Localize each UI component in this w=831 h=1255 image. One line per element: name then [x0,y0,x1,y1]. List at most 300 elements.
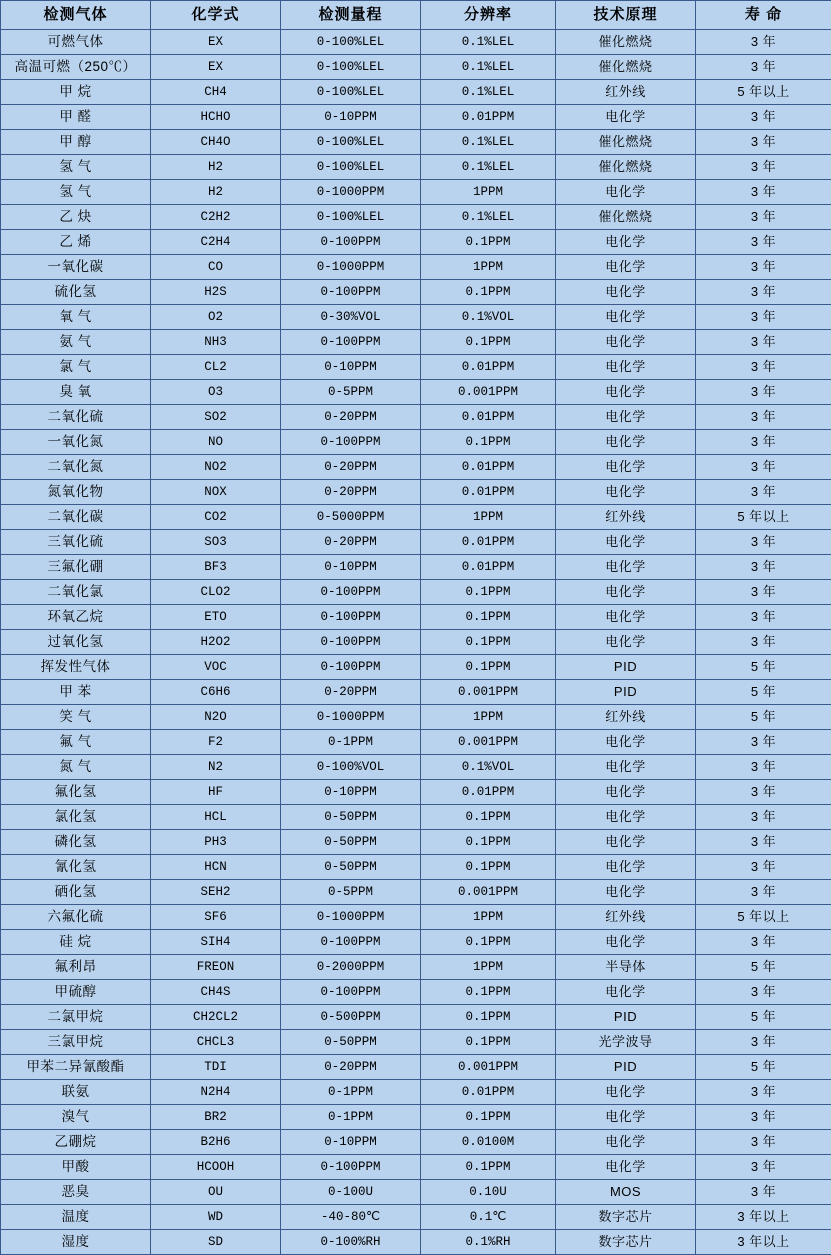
cell-lifetime: 3 年 [696,830,831,855]
cell-resolution: 0.001PPM [421,880,556,905]
cell-formula: HCN [151,855,281,880]
cell-range: 0-1PPM [281,1080,421,1105]
cell-resolution: 0.1%LEL [421,30,556,55]
cell-lifetime: 3 年 [696,805,831,830]
cell-principle: 半导体 [556,955,696,980]
cell-range: 0-100PPM [281,655,421,680]
cell-lifetime: 5 年 [696,705,831,730]
cell-formula: N2 [151,755,281,780]
cell-formula: C6H6 [151,680,281,705]
cell-principle: 数字芯片 [556,1230,696,1255]
cell-principle: 电化学 [556,330,696,355]
cell-resolution: 0.01PPM [421,780,556,805]
cell-formula: EX [151,30,281,55]
cell-lifetime: 5 年以上 [696,905,831,930]
cell-principle: 催化燃烧 [556,205,696,230]
cell-range: 0-100PPM [281,605,421,630]
table-row [1,905,831,930]
cell-resolution: 0.1PPM [421,1005,556,1030]
cell-principle: 催化燃烧 [556,155,696,180]
cell-gas: 可燃气体 [1,30,151,55]
cell-resolution: 0.001PPM [421,680,556,705]
cell-formula: ETO [151,605,281,630]
cell-formula: NO2 [151,455,281,480]
cell-principle: 催化燃烧 [556,55,696,80]
cell-principle: 电化学 [556,555,696,580]
cell-gas: 氮氧化物 [1,480,151,505]
table-row [1,555,831,580]
cell-formula: HCOOH [151,1155,281,1180]
cell-range: 0-100PPM [281,980,421,1005]
cell-gas: 三氟化硼 [1,555,151,580]
cell-range: 0-100%LEL [281,55,421,80]
cell-lifetime: 3 年 [696,930,831,955]
cell-principle: 电化学 [556,730,696,755]
cell-principle: 电化学 [556,1080,696,1105]
table-row [1,930,831,955]
cell-formula: C2H2 [151,205,281,230]
cell-resolution: 0.01PPM [421,1080,556,1105]
cell-formula: CHCL3 [151,1030,281,1055]
cell-gas: 氟利昂 [1,955,151,980]
cell-principle: 电化学 [556,180,696,205]
table-row [1,180,831,205]
cell-lifetime: 3 年 [696,555,831,580]
cell-gas: 氧 气 [1,305,151,330]
cell-formula: PH3 [151,830,281,855]
cell-resolution: 0.1PPM [421,930,556,955]
cell-gas: 甲 烷 [1,80,151,105]
cell-principle: 电化学 [556,105,696,130]
cell-principle: 红外线 [556,505,696,530]
cell-lifetime: 3 年 [696,155,831,180]
cell-lifetime: 3 年 [696,380,831,405]
cell-resolution: 0.1PPM [421,1155,556,1180]
cell-lifetime: 3 年 [696,480,831,505]
cell-principle: 电化学 [556,355,696,380]
table-row [1,605,831,630]
cell-principle: 电化学 [556,255,696,280]
cell-resolution: 0.1%VOL [421,755,556,780]
cell-principle: 电化学 [556,455,696,480]
cell-lifetime: 3 年 [696,280,831,305]
cell-principle: 催化燃烧 [556,130,696,155]
table-row [1,1030,831,1055]
cell-formula: NOX [151,480,281,505]
cell-gas: 高温可燃（250℃） [1,55,151,80]
column-header-formula: 化学式 [151,1,281,30]
cell-formula: SEH2 [151,880,281,905]
table-row [1,830,831,855]
cell-range: 0-20PPM [281,455,421,480]
cell-principle: 电化学 [556,855,696,880]
cell-lifetime: 3 年 [696,880,831,905]
cell-lifetime: 3 年 [696,30,831,55]
cell-formula: H2 [151,155,281,180]
cell-range: 0-10PPM [281,1130,421,1155]
cell-gas: 乙 炔 [1,205,151,230]
cell-resolution: 0.01PPM [421,480,556,505]
table-row [1,480,831,505]
cell-formula: CO [151,255,281,280]
cell-resolution: 0.1PPM [421,830,556,855]
table-row [1,55,831,80]
cell-range: 0-50PPM [281,830,421,855]
table-row [1,430,831,455]
cell-gas: 臭 氧 [1,380,151,405]
cell-range: 0-20PPM [281,530,421,555]
cell-formula: SIH4 [151,930,281,955]
cell-formula: CL2 [151,355,281,380]
table-row [1,305,831,330]
cell-range: 0-100PPM [281,430,421,455]
cell-principle: MOS [556,1180,696,1205]
cell-gas: 二氧化氮 [1,455,151,480]
table-row [1,1180,831,1205]
table-row [1,1105,831,1130]
cell-range: 0-20PPM [281,405,421,430]
cell-gas: 氢 气 [1,180,151,205]
cell-range: 0-100PPM [281,280,421,305]
cell-lifetime: 3 年 [696,405,831,430]
cell-gas: 氯 气 [1,355,151,380]
table-row [1,255,831,280]
cell-range: 0-100%RH [281,1230,421,1255]
cell-gas: 甲 醛 [1,105,151,130]
table-row [1,1055,831,1080]
cell-gas: 甲 醇 [1,130,151,155]
column-header-gas: 检测气体 [1,1,151,30]
cell-principle: 电化学 [556,805,696,830]
cell-range: 0-100%VOL [281,755,421,780]
cell-range: 0-1000PPM [281,255,421,280]
cell-lifetime: 3 年 [696,1130,831,1155]
cell-range: 0-100PPM [281,580,421,605]
cell-resolution: 0.01PPM [421,455,556,480]
cell-gas: 氟 气 [1,730,151,755]
cell-lifetime: 3 年 [696,1155,831,1180]
cell-lifetime: 3 年 [696,180,831,205]
table-row [1,155,831,180]
cell-gas: 硅 烷 [1,930,151,955]
cell-formula: CLO2 [151,580,281,605]
cell-formula: NH3 [151,330,281,355]
cell-range: 0-10PPM [281,105,421,130]
cell-formula: CH4 [151,80,281,105]
cell-lifetime: 3 年 [696,630,831,655]
cell-range: 0-10PPM [281,355,421,380]
cell-formula: H2 [151,180,281,205]
cell-principle: PID [556,1055,696,1080]
cell-gas: 甲 苯 [1,680,151,705]
table-row [1,30,831,55]
cell-principle: 电化学 [556,230,696,255]
cell-range: 0-1PPM [281,730,421,755]
column-header-resolution: 分辨率 [421,1,556,30]
cell-resolution: 0.1%LEL [421,55,556,80]
cell-gas: 二氧化氯 [1,580,151,605]
cell-resolution: 0.01PPM [421,530,556,555]
cell-principle: 红外线 [556,905,696,930]
cell-formula: CO2 [151,505,281,530]
cell-lifetime: 3 年 [696,580,831,605]
cell-resolution: 0.1PPM [421,280,556,305]
table-row [1,355,831,380]
cell-principle: PID [556,1005,696,1030]
cell-gas: 乙 烯 [1,230,151,255]
cell-principle: 电化学 [556,1130,696,1155]
cell-formula: SO2 [151,405,281,430]
cell-formula: SF6 [151,905,281,930]
cell-principle: 红外线 [556,705,696,730]
cell-resolution: 0.0100M [421,1130,556,1155]
cell-range: 0-100U [281,1180,421,1205]
cell-lifetime: 3 年 [696,130,831,155]
cell-range: 0-1000PPM [281,705,421,730]
table-row [1,655,831,680]
cell-range: 0-500PPM [281,1005,421,1030]
cell-range: 0-100%LEL [281,30,421,55]
cell-gas: 磷化氢 [1,830,151,855]
cell-gas: 一氧化氮 [1,430,151,455]
table-row [1,405,831,430]
cell-principle: 电化学 [556,405,696,430]
table-header-row [1,1,831,30]
cell-resolution: 0.1PPM [421,430,556,455]
cell-lifetime: 3 年 [696,530,831,555]
cell-resolution: 0.1PPM [421,1105,556,1130]
cell-lifetime: 5 年 [696,655,831,680]
cell-range: 0-100PPM [281,630,421,655]
cell-range: 0-1PPM [281,1105,421,1130]
cell-range: 0-10PPM [281,555,421,580]
cell-principle: 电化学 [556,480,696,505]
cell-range: 0-50PPM [281,855,421,880]
cell-resolution: 0.1℃ [421,1205,556,1230]
cell-lifetime: 3 年 [696,780,831,805]
cell-range: 0-20PPM [281,1055,421,1080]
table-row [1,855,831,880]
cell-range: 0-100PPM [281,1155,421,1180]
cell-gas: 溴气 [1,1105,151,1130]
table-row [1,105,831,130]
table-row [1,280,831,305]
cell-gas: 乙硼烷 [1,1130,151,1155]
cell-gas: 挥发性气体 [1,655,151,680]
cell-principle: 电化学 [556,530,696,555]
cell-resolution: 0.001PPM [421,1055,556,1080]
cell-lifetime: 3 年以上 [696,1205,831,1230]
table-row [1,455,831,480]
cell-resolution: 0.1PPM [421,580,556,605]
cell-formula: H2O2 [151,630,281,655]
cell-lifetime: 3 年 [696,755,831,780]
cell-range: 0-20PPM [281,680,421,705]
cell-resolution: 0.1PPM [421,330,556,355]
table-row [1,755,831,780]
cell-gas: 硫化氢 [1,280,151,305]
cell-gas: 过氧化氢 [1,630,151,655]
cell-principle: 电化学 [556,580,696,605]
table-row [1,980,831,1005]
cell-gas: 氟化氢 [1,780,151,805]
cell-range: 0-5PPM [281,880,421,905]
cell-formula: CH2CL2 [151,1005,281,1030]
cell-formula: C2H4 [151,230,281,255]
cell-formula: SO3 [151,530,281,555]
cell-principle: 电化学 [556,1105,696,1130]
cell-principle: 红外线 [556,80,696,105]
cell-range: 0-30%VOL [281,305,421,330]
cell-resolution: 1PPM [421,905,556,930]
cell-principle: 电化学 [556,880,696,905]
cell-principle: PID [556,655,696,680]
cell-formula: EX [151,55,281,80]
table-row [1,230,831,255]
cell-range: 0-100PPM [281,930,421,955]
cell-lifetime: 5 年 [696,955,831,980]
cell-gas: 氢 气 [1,155,151,180]
cell-formula: HF [151,780,281,805]
cell-range: 0-20PPM [281,480,421,505]
cell-formula: TDI [151,1055,281,1080]
cell-gas: 三氧化硫 [1,530,151,555]
cell-gas: 硒化氢 [1,880,151,905]
table-row [1,380,831,405]
cell-resolution: 0.10U [421,1180,556,1205]
cell-resolution: 1PPM [421,505,556,530]
cell-lifetime: 3 年 [696,1030,831,1055]
cell-resolution: 0.1%LEL [421,155,556,180]
cell-resolution: 1PPM [421,705,556,730]
cell-resolution: 0.1%LEL [421,205,556,230]
cell-resolution: 0.1PPM [421,630,556,655]
cell-range: 0-5PPM [281,380,421,405]
cell-principle: 电化学 [556,380,696,405]
cell-resolution: 0.01PPM [421,105,556,130]
column-header-lifetime: 寿 命 [696,1,831,30]
cell-principle: 电化学 [556,1155,696,1180]
table-row [1,955,831,980]
cell-gas: 氮 气 [1,755,151,780]
table-row [1,780,831,805]
cell-formula: BF3 [151,555,281,580]
cell-gas: 一氧化碳 [1,255,151,280]
cell-resolution: 0.1PPM [421,980,556,1005]
cell-resolution: 0.1%LEL [421,130,556,155]
cell-range: -40-80℃ [281,1205,421,1230]
cell-formula: N2O [151,705,281,730]
cell-formula: B2H6 [151,1130,281,1155]
cell-lifetime: 3 年 [696,205,831,230]
table-row [1,80,831,105]
table-row [1,680,831,705]
cell-range: 0-100PPM [281,230,421,255]
cell-principle: 电化学 [556,830,696,855]
cell-resolution: 0.01PPM [421,405,556,430]
cell-resolution: 1PPM [421,255,556,280]
cell-resolution: 0.1PPM [421,230,556,255]
table-row [1,1205,831,1230]
cell-formula: SD [151,1230,281,1255]
cell-range: 0-10PPM [281,780,421,805]
table-row [1,730,831,755]
cell-lifetime: 3 年 [696,305,831,330]
cell-lifetime: 3 年 [696,330,831,355]
cell-resolution: 0.1PPM [421,855,556,880]
cell-lifetime: 3 年 [696,730,831,755]
cell-range: 0-5000PPM [281,505,421,530]
cell-resolution: 0.1%LEL [421,80,556,105]
cell-lifetime: 3 年 [696,855,831,880]
cell-range: 0-100%LEL [281,205,421,230]
table-row [1,1155,831,1180]
cell-principle: 电化学 [556,630,696,655]
cell-lifetime: 5 年以上 [696,505,831,530]
cell-resolution: 0.1PPM [421,1030,556,1055]
cell-principle: 数字芯片 [556,1205,696,1230]
cell-gas: 二氧化硫 [1,405,151,430]
cell-principle: 电化学 [556,430,696,455]
cell-formula: VOC [151,655,281,680]
cell-lifetime: 3 年以上 [696,1230,831,1255]
cell-gas: 联氨 [1,1080,151,1105]
cell-lifetime: 5 年 [696,680,831,705]
table-row [1,505,831,530]
cell-resolution: 1PPM [421,955,556,980]
cell-resolution: 1PPM [421,180,556,205]
cell-gas: 温度 [1,1205,151,1230]
cell-formula: F2 [151,730,281,755]
cell-resolution: 0.1PPM [421,605,556,630]
cell-gas: 氯化氢 [1,805,151,830]
cell-formula: HCHO [151,105,281,130]
cell-formula: WD [151,1205,281,1230]
cell-principle: 电化学 [556,280,696,305]
cell-lifetime: 5 年 [696,1055,831,1080]
cell-gas: 湿度 [1,1230,151,1255]
cell-lifetime: 3 年 [696,230,831,255]
cell-resolution: 0.01PPM [421,355,556,380]
table-row [1,1080,831,1105]
table-row [1,1230,831,1255]
cell-formula: NO [151,430,281,455]
cell-resolution: 0.001PPM [421,380,556,405]
cell-formula: CH4S [151,980,281,1005]
cell-lifetime: 3 年 [696,1080,831,1105]
table-row [1,1005,831,1030]
cell-lifetime: 3 年 [696,105,831,130]
cell-lifetime: 3 年 [696,605,831,630]
cell-principle: 电化学 [556,605,696,630]
cell-gas: 笑 气 [1,705,151,730]
cell-range: 0-1000PPM [281,905,421,930]
table-row [1,580,831,605]
cell-gas: 氰化氢 [1,855,151,880]
cell-principle: 电化学 [556,780,696,805]
table-row [1,705,831,730]
cell-lifetime: 3 年 [696,1105,831,1130]
cell-formula: FREON [151,955,281,980]
cell-range: 0-100%LEL [281,130,421,155]
cell-range: 0-100PPM [281,330,421,355]
cell-range: 0-2000PPM [281,955,421,980]
cell-principle: 电化学 [556,980,696,1005]
cell-resolution: 0.1%RH [421,1230,556,1255]
cell-resolution: 0.1%VOL [421,305,556,330]
cell-lifetime: 3 年 [696,430,831,455]
table-row [1,805,831,830]
